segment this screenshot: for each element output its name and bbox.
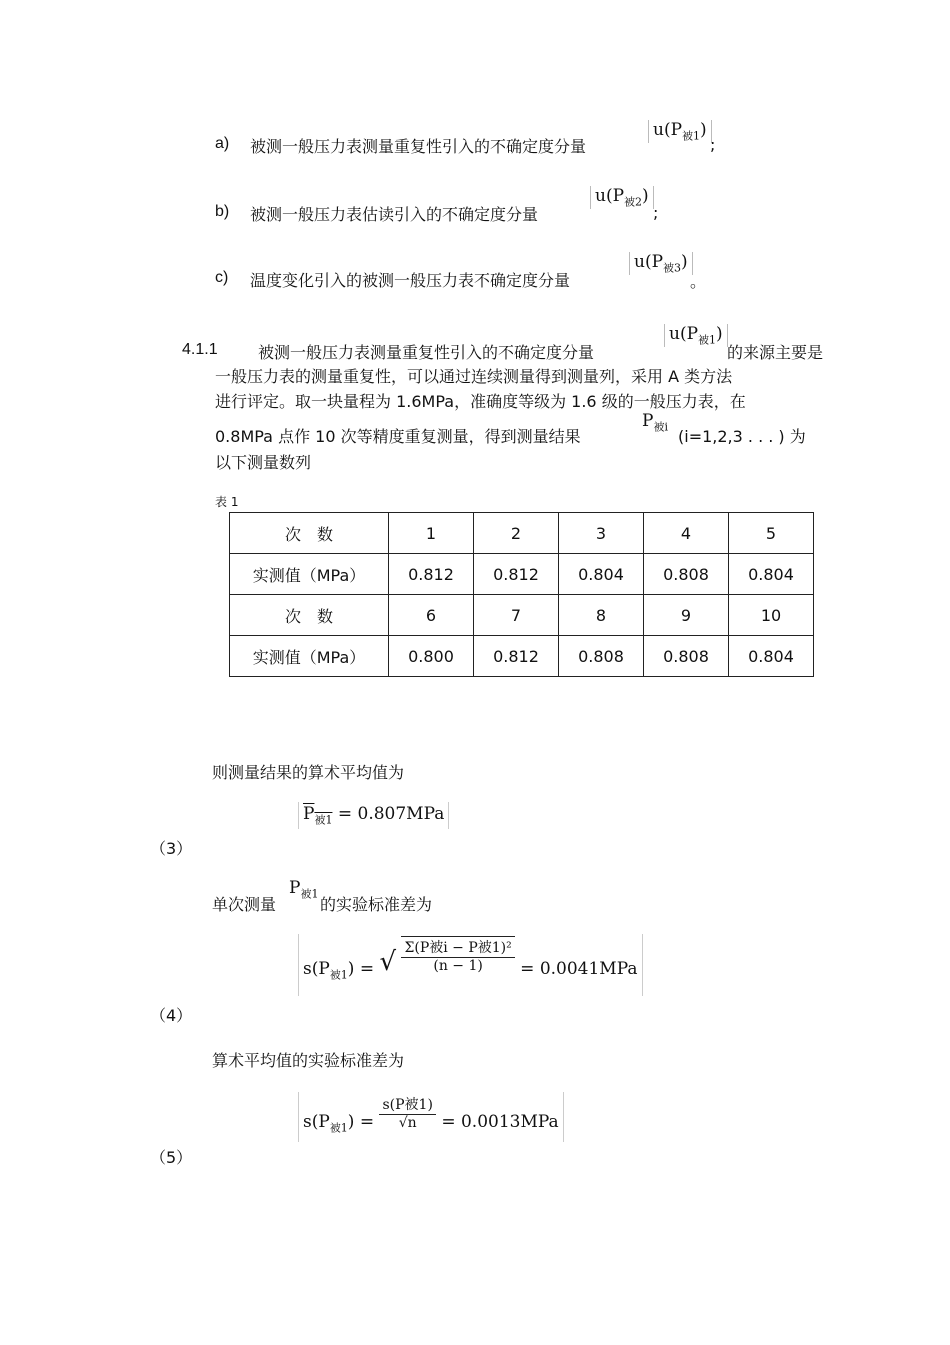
table-cell: 0.812	[389, 554, 474, 595]
section-text-1b: 的来源主要是	[727, 343, 824, 362]
single-std-rhs: = 0.0041MPa	[520, 958, 638, 979]
table-row	[230, 636, 814, 677]
table-row	[230, 513, 814, 554]
item-c-label: c)	[215, 269, 229, 286]
table-row	[230, 554, 814, 595]
single-intro-b: 的实验标准差为	[320, 895, 433, 914]
table-cell: 8	[559, 595, 644, 636]
table-cell: 0.804	[729, 554, 814, 595]
section-line-3: 进行评定。取一块量程为 1.6MPa，准确度等级为 1.6 级的一般压力表，在	[215, 392, 746, 411]
equation-number-5: （5）	[150, 1148, 193, 1167]
item-a-label: a)	[215, 135, 230, 152]
single-symbol: $P_{被1}$	[289, 878, 319, 901]
table-cell: 0.800	[389, 636, 474, 677]
table-cell: 0.808	[644, 554, 729, 595]
table-cell: 0.804	[729, 636, 814, 677]
item-c-end: 。	[690, 272, 707, 291]
meanstd-denominator: √n	[398, 1115, 417, 1131]
section-line-4-symbol: $P_{被i}$	[642, 411, 668, 434]
section-line-5: 以下测量数列	[215, 453, 312, 472]
table-cell: 10	[729, 595, 814, 636]
table-cell: 次 数	[230, 595, 389, 636]
item-a-text: 被测一般压力表测量重复性引入的不确定度分量	[250, 137, 587, 156]
single-std-formula: $s(P_{被1})$ = √ $\frac{\text{Σ(P被i − P被1)²}}{(n - 1)}$ = 0.0041MPa	[298, 934, 643, 996]
table-cell: 9	[644, 595, 729, 636]
table-cell: 0.808	[559, 636, 644, 677]
item-b-text: 被测一般压力表估读引入的不确定度分量	[250, 205, 539, 224]
item-b-end: ;	[653, 203, 659, 222]
table-row	[230, 595, 814, 636]
measurement-table	[229, 512, 814, 677]
section-symbol: $u(P_{被1})$	[664, 324, 728, 347]
mean-intro: 则测量结果的算术平均值为	[212, 763, 405, 782]
table-cell: 3	[559, 513, 644, 554]
item-a-symbol: $u(P_{被1})$	[648, 120, 712, 143]
table-cell: 0.812	[474, 636, 559, 677]
single-std-numerator: Σ(P被i − P被1)²	[401, 937, 514, 958]
section-text-1: 被测一般压力表测量重复性引入的不确定度分量	[258, 343, 595, 362]
single-intro-a: 单次测量	[212, 895, 277, 914]
table-cell: 0.804	[559, 554, 644, 595]
meanstd-intro: 算术平均值的实验标准差为	[212, 1051, 405, 1070]
table-cell: 实测值（MPa）	[230, 636, 389, 677]
mean-lhs-sub: 被1	[314, 813, 333, 827]
equation-number-3: （3）	[150, 839, 193, 858]
section-number: 4.1.1	[182, 341, 218, 358]
table-cell: 5	[729, 513, 814, 554]
table-cell: 1	[389, 513, 474, 554]
table-cell: 2	[474, 513, 559, 554]
item-c-symbol: $u(P_{被3})$	[629, 252, 693, 275]
item-a-end: ;	[710, 135, 716, 154]
table-caption: 表 1	[215, 495, 239, 509]
equation-number-4: （4）	[150, 1006, 193, 1025]
section-line-4b: (i=1,2,3 . . . ) 为	[678, 427, 806, 446]
item-b-label: b)	[215, 203, 230, 220]
table-cell: 次 数	[230, 513, 389, 554]
table-cell: 实测值（MPa）	[230, 554, 389, 595]
mean-lhs: P	[303, 804, 315, 824]
table-cell: 6	[389, 595, 474, 636]
table-cell: 0.808	[644, 636, 729, 677]
table-cell: 0.812	[474, 554, 559, 595]
mean-rhs: = 0.807MPa	[337, 804, 445, 824]
meanstd-numerator: s(P被1)	[379, 1094, 435, 1115]
mean-formula	[298, 802, 449, 829]
item-b-symbol: $u(P_{被2})$	[590, 186, 654, 209]
section-line-4a: 0.8MPa 点作 10 次等精度重复测量，得到测量结果	[215, 427, 581, 446]
meanstd-formula: $s(P_{被1})$ = $\frac{\text{s(P被1)}}{√n}$ = 0.0013MPa	[298, 1092, 564, 1142]
table-cell: 7	[474, 595, 559, 636]
meanstd-rhs: = 0.0013MPa	[441, 1112, 559, 1132]
section-line-2: 一般压力表的测量重复性，可以通过连续测量得到测量列，采用 A 类方法	[215, 367, 733, 386]
item-c-text: 温度变化引入的被测一般压力表不确定度分量	[250, 271, 571, 290]
table-cell: 4	[644, 513, 729, 554]
single-std-denominator: (n − 1)	[433, 958, 483, 974]
